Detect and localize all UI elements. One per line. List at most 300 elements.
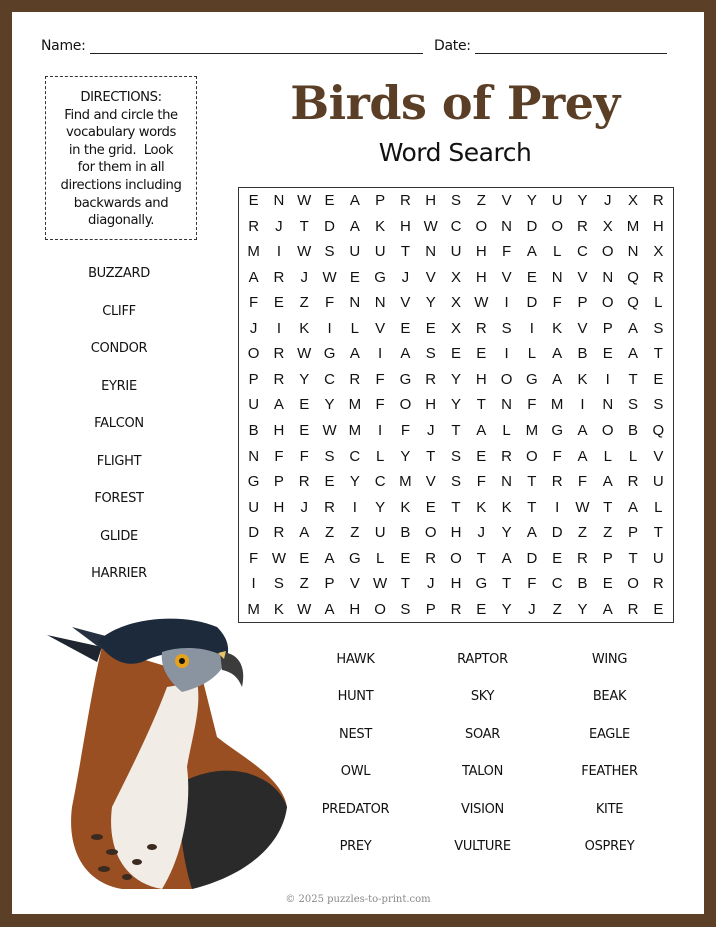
grid-cell[interactable]: W — [297, 192, 312, 210]
grid-cell[interactable]: F — [527, 575, 537, 593]
grid-cell[interactable]: I — [504, 294, 509, 312]
grid-cell[interactable]: S — [273, 575, 284, 593]
grid-cell[interactable]: Y — [526, 192, 537, 210]
grid-cell[interactable]: R — [248, 217, 260, 235]
grid-cell[interactable]: S — [450, 192, 461, 210]
grid-cell[interactable]: E — [299, 396, 310, 414]
grid-cell[interactable]: W — [297, 243, 312, 261]
grid-cell[interactable]: J — [300, 498, 308, 516]
grid-cell[interactable]: T — [628, 370, 638, 388]
grid-cell[interactable]: O — [551, 217, 563, 235]
grid-cell[interactable]: A — [248, 268, 259, 286]
date-line[interactable] — [475, 39, 667, 54]
grid-cell[interactable]: Y — [425, 294, 436, 312]
grid-cell[interactable]: X — [653, 243, 664, 261]
grid-cell[interactable]: Q — [627, 268, 639, 286]
grid-cell[interactable]: Z — [577, 524, 588, 542]
grid-cell[interactable]: P — [628, 524, 639, 542]
grid-cell[interactable]: Y — [450, 396, 461, 414]
grid-cell[interactable]: F — [375, 370, 385, 388]
grid-cell[interactable]: A — [552, 345, 563, 363]
grid-cell[interactable]: S — [501, 319, 512, 337]
grid-cell[interactable]: G — [526, 370, 538, 388]
grid-cell[interactable]: Y — [577, 192, 588, 210]
grid-cell[interactable]: H — [273, 498, 285, 516]
grid-cell[interactable]: T — [476, 549, 486, 567]
grid-cell[interactable]: H — [425, 396, 437, 414]
grid-cell[interactable]: P — [577, 294, 588, 312]
grid-cell[interactable]: M — [348, 422, 362, 440]
grid-cell[interactable]: U — [652, 473, 664, 491]
grid-cell[interactable]: E — [653, 370, 664, 388]
grid-cell[interactable]: O — [601, 422, 614, 440]
grid-cell[interactable]: X — [450, 268, 461, 286]
grid-cell[interactable]: J — [275, 217, 283, 235]
grid-cell[interactable]: A — [400, 345, 411, 363]
grid-cell[interactable]: F — [299, 447, 309, 465]
date-field[interactable] — [434, 38, 667, 54]
grid-cell[interactable]: W — [423, 217, 438, 235]
grid-cell[interactable]: X — [628, 192, 639, 210]
grid-cell[interactable]: Z — [350, 524, 360, 542]
grid-cell[interactable]: L — [375, 549, 385, 567]
grid-cell[interactable]: W — [322, 422, 337, 440]
grid-cell[interactable]: T — [527, 498, 537, 516]
grid-cell[interactable]: Y — [349, 473, 360, 491]
grid-cell[interactable]: F — [375, 396, 385, 414]
grid-cell[interactable]: E — [248, 192, 259, 210]
grid-cell[interactable]: J — [528, 600, 536, 618]
grid-cell[interactable]: U — [374, 524, 386, 542]
grid-cell[interactable]: F — [324, 294, 335, 312]
page-title: Birds of Prey — [290, 76, 620, 130]
grid-cell[interactable]: X — [450, 294, 461, 312]
grid-cell[interactable]: I — [327, 319, 332, 337]
grid-cell[interactable]: P — [375, 192, 386, 210]
grid-cell[interactable]: R — [652, 192, 664, 210]
grid-cell[interactable]: Z — [476, 192, 486, 210]
grid-cell[interactable]: S — [653, 319, 664, 337]
grid-cell[interactable]: T — [426, 447, 436, 465]
grid-cell[interactable]: K — [375, 217, 386, 235]
grid-cell[interactable]: R — [475, 319, 487, 337]
grid-cell[interactable]: A — [526, 243, 537, 261]
grid-cell[interactable]: W — [373, 575, 388, 593]
grid-cell[interactable]: I — [251, 575, 256, 593]
grid-cell[interactable]: G — [374, 268, 386, 286]
grid-cell[interactable]: H — [652, 217, 664, 235]
grid-cell[interactable]: F — [577, 473, 588, 491]
grid-cell[interactable]: D — [248, 524, 260, 542]
grid-cell[interactable]: N — [501, 217, 512, 235]
grid-cell[interactable]: H — [450, 575, 462, 593]
grid-cell[interactable]: N — [425, 243, 437, 261]
grid-cell[interactable]: H — [475, 370, 487, 388]
grid-cell[interactable]: K — [501, 498, 512, 516]
grid-cell[interactable]: Z — [299, 294, 309, 312]
grid-cell[interactable]: T — [653, 345, 663, 363]
grid-cell[interactable]: E — [324, 473, 335, 491]
grid-cell[interactable]: T — [527, 473, 537, 491]
hawk-icon — [42, 607, 292, 892]
grid-cell[interactable]: R — [551, 473, 563, 491]
grid-cell[interactable]: V — [653, 447, 664, 465]
grid-cell[interactable]: T — [603, 498, 613, 516]
grid-cell[interactable]: X — [450, 319, 461, 337]
grid-cell[interactable]: P — [324, 575, 335, 593]
word-search-grid[interactable] — [238, 187, 674, 623]
grid-cell[interactable]: J — [401, 268, 410, 286]
grid-cell[interactable]: H — [273, 422, 285, 440]
grid-cell[interactable]: D — [526, 294, 538, 312]
grid-cell[interactable]: V — [375, 319, 386, 337]
date-label: Date: — [434, 38, 471, 54]
directions-heading: DIRECTIONS: — [80, 90, 162, 105]
grid-cell[interactable]: K — [476, 498, 487, 516]
grid-cell[interactable]: Y — [501, 524, 512, 542]
grid-cell[interactable]: Y — [450, 370, 461, 388]
grid-cell[interactable]: A — [628, 498, 639, 516]
grid-cell[interactable]: Y — [299, 370, 310, 388]
grid-cell[interactable]: R — [273, 524, 285, 542]
grid-cell[interactable]: F — [552, 294, 562, 312]
grid-cell[interactable]: V — [577, 268, 588, 286]
grid-cell[interactable]: F — [502, 243, 512, 261]
grid-cell[interactable]: F — [400, 422, 410, 440]
grid-cell[interactable]: D — [551, 524, 563, 542]
grid-cell[interactable]: H — [399, 217, 411, 235]
grid-cell[interactable]: P — [273, 473, 284, 491]
grid-cell[interactable]: T — [451, 422, 461, 440]
grid-cell[interactable]: J — [249, 319, 258, 337]
grid-cell[interactable]: A — [526, 524, 537, 542]
grid-cell[interactable]: R — [577, 549, 588, 567]
grid-cell[interactable]: E — [299, 422, 310, 440]
grid-cell[interactable]: E — [400, 549, 411, 567]
grid-cell[interactable]: C — [374, 473, 386, 491]
grid-cell[interactable]: T — [502, 575, 512, 593]
grid-cell[interactable]: E — [324, 192, 335, 210]
grid-cell[interactable]: Z — [324, 524, 335, 542]
grid-cell[interactable]: Z — [552, 600, 562, 618]
grid-cell[interactable]: F — [476, 473, 486, 491]
grid-cell[interactable]: Y — [375, 498, 386, 516]
grid-cell[interactable]: I — [378, 422, 383, 440]
grid-cell[interactable]: R — [298, 473, 310, 491]
grid-cell[interactable]: A — [628, 345, 639, 363]
grid-cell[interactable]: A — [324, 549, 335, 567]
grid-cell[interactable]: I — [352, 498, 357, 516]
grid-cell[interactable]: J — [477, 524, 486, 542]
grid-cell[interactable]: N — [627, 243, 639, 261]
grid-cell[interactable]: S — [450, 447, 461, 465]
grid-cell[interactable]: E — [400, 319, 411, 337]
grid-cell[interactable]: U — [349, 243, 361, 261]
grid-cell[interactable]: E — [349, 268, 360, 286]
grid-cell[interactable]: B — [577, 345, 588, 363]
grid-cell[interactable]: W — [322, 268, 337, 286]
grid-cell[interactable]: V — [501, 268, 512, 286]
grid-cell[interactable]: J — [426, 575, 435, 593]
grid-cell[interactable]: A — [299, 524, 310, 542]
grid-cell[interactable]: H — [425, 192, 437, 210]
grid-cell[interactable]: M — [247, 243, 260, 261]
grid-cell[interactable]: V — [400, 294, 411, 312]
grid-cell[interactable]: U — [450, 243, 462, 261]
grid-cell[interactable]: N — [349, 294, 361, 312]
grid-cell[interactable]: Y — [577, 600, 588, 618]
grid-cell[interactable]: R — [273, 268, 285, 286]
grid-cell[interactable]: O — [601, 294, 614, 312]
grid-cell[interactable]: G — [475, 575, 488, 593]
grid-cell[interactable]: R — [577, 217, 588, 235]
grid-cell[interactable]: R — [501, 447, 512, 465]
grid-cell[interactable]: E — [526, 268, 537, 286]
grid-cell[interactable]: C — [577, 243, 588, 261]
grid-cell[interactable]: D — [526, 217, 538, 235]
grid-cell[interactable]: R — [273, 345, 285, 363]
grid-cell[interactable]: I — [276, 243, 282, 261]
grid-cell[interactable]: L — [654, 498, 663, 516]
grid-cell[interactable]: L — [375, 447, 385, 465]
grid-cell[interactable]: U — [248, 396, 260, 414]
grid-cell[interactable]: F — [249, 294, 259, 312]
grid-cell[interactable]: V — [425, 268, 436, 286]
grid-cell[interactable]: O — [399, 396, 412, 414]
grid-cell[interactable]: D — [324, 217, 335, 235]
grid-cell[interactable]: F — [249, 549, 259, 567]
grid-cell[interactable]: L — [654, 294, 663, 312]
grid-cell[interactable]: M — [348, 396, 362, 414]
grid-cell[interactable]: A — [501, 549, 512, 567]
grid-cell[interactable]: R — [273, 370, 285, 388]
grid-cell[interactable]: E — [450, 345, 461, 363]
grid-cell[interactable]: Q — [627, 294, 639, 312]
grid-cell[interactable]: T — [653, 524, 663, 542]
grid-cell[interactable]: U — [551, 192, 563, 210]
grid-cell[interactable]: K — [400, 498, 411, 516]
grid-cell[interactable]: G — [247, 473, 260, 491]
grid-cell[interactable]: F — [552, 447, 562, 465]
grid-cell[interactable]: E — [476, 600, 487, 618]
grid-cell[interactable]: I — [378, 345, 383, 363]
grid-cell[interactable]: E — [552, 549, 563, 567]
grid-cell[interactable]: T — [476, 396, 486, 414]
grid-cell[interactable]: K — [273, 600, 284, 618]
grid-cell[interactable]: O — [601, 243, 614, 261]
grid-cell[interactable]: W — [474, 294, 489, 312]
grid-cell[interactable]: B — [577, 575, 588, 593]
grid-cell[interactable]: E — [425, 498, 436, 516]
grid-cell[interactable]: N — [602, 396, 614, 414]
name-field[interactable] — [41, 38, 423, 54]
grid-cell[interactable]: I — [529, 319, 534, 337]
grid-cell[interactable]: A — [577, 447, 588, 465]
grid-cell[interactable]: O — [424, 524, 437, 542]
grid-cell[interactable]: S — [628, 396, 639, 414]
grid-cell[interactable]: A — [628, 319, 639, 337]
grid-cell[interactable]: E — [602, 575, 613, 593]
grid-cell[interactable]: P — [425, 600, 436, 618]
grid-cell[interactable]: L — [350, 319, 359, 337]
grid-cell[interactable]: Y — [324, 396, 335, 414]
grid-cell[interactable]: S — [425, 345, 436, 363]
grid-cell[interactable]: O — [627, 575, 639, 593]
grid-cell[interactable]: H — [349, 600, 361, 618]
grid-cell[interactable]: M — [247, 600, 260, 618]
grid-cell[interactable]: R — [450, 600, 462, 618]
grid-cell[interactable]: I — [504, 345, 509, 363]
grid-cell[interactable]: O — [526, 447, 538, 465]
grid-cell[interactable]: S — [450, 473, 461, 491]
grid-cell[interactable]: Z — [603, 524, 613, 542]
grid-cell[interactable]: V — [577, 319, 588, 337]
grid-cell[interactable]: A — [349, 192, 360, 210]
grid-cell[interactable]: A — [324, 600, 335, 618]
grid-cell[interactable]: W — [297, 600, 312, 618]
grid-cell[interactable]: B — [248, 422, 259, 440]
grid-cell[interactable]: R — [627, 473, 639, 491]
grid-cell[interactable]: E — [425, 319, 436, 337]
grid-cell[interactable]: A — [349, 217, 360, 235]
grid-cell[interactable]: U — [248, 498, 260, 516]
grid-cell[interactable]: G — [399, 370, 412, 388]
grid-cell[interactable]: R — [425, 370, 437, 388]
grid-cell[interactable]: F — [274, 447, 284, 465]
grid-cell[interactable]: E — [653, 600, 664, 618]
grid-cell[interactable]: U — [652, 549, 664, 567]
grid-cell[interactable]: L — [552, 243, 562, 261]
grid-cell[interactable]: I — [580, 396, 585, 414]
grid-cell[interactable]: E — [476, 447, 487, 465]
grid-cell[interactable]: W — [271, 549, 287, 567]
grid-cell[interactable]: G — [551, 422, 563, 440]
grid-cell[interactable]: W — [575, 498, 590, 516]
grid-cell[interactable]: Z — [299, 575, 309, 593]
grid-cell[interactable]: W — [297, 345, 312, 363]
grid-cell[interactable]: C — [450, 217, 462, 235]
grid-cell[interactable]: F — [527, 396, 537, 414]
grid-cell[interactable]: N — [248, 447, 260, 465]
grid-cell[interactable]: N — [374, 294, 386, 312]
grid-cell[interactable]: T — [400, 243, 410, 261]
grid-cell[interactable]: Y — [501, 600, 512, 618]
grid-cell[interactable]: E — [273, 294, 284, 312]
grid-cell[interactable]: A — [349, 345, 360, 363]
grid-cell[interactable]: R — [349, 370, 361, 388]
grid-cell[interactable]: L — [603, 447, 612, 465]
grid-cell[interactable]: I — [555, 498, 560, 516]
grid-cell[interactable]: P — [602, 549, 613, 567]
grid-cell[interactable]: Q — [652, 422, 665, 440]
grid-cell[interactable]: R — [627, 600, 639, 618]
grid-cell[interactable]: A — [552, 370, 563, 388]
grid-cell[interactable]: S — [324, 243, 335, 261]
grid-cell[interactable]: E — [299, 549, 310, 567]
grid-cell[interactable]: R — [652, 575, 664, 593]
grid-cell[interactable]: G — [348, 549, 361, 567]
grid-cell[interactable]: O — [500, 370, 513, 388]
grid-cell[interactable]: S — [400, 600, 411, 618]
name-line[interactable] — [90, 39, 423, 54]
grid-cell[interactable]: A — [602, 600, 613, 618]
grid-cell[interactable]: T — [299, 217, 309, 235]
grid-cell[interactable]: L — [502, 422, 511, 440]
grid-cell[interactable]: D — [526, 549, 538, 567]
grid-cell[interactable]: I — [276, 319, 282, 337]
grid-cell[interactable]: M — [550, 396, 564, 414]
grid-cell[interactable]: H — [475, 268, 487, 286]
grid-cell[interactable]: K — [299, 319, 310, 337]
grid-cell[interactable]: P — [602, 319, 613, 337]
grid-cell[interactable]: O — [450, 549, 462, 567]
grid-cell[interactable]: N — [501, 396, 512, 414]
grid-cell[interactable]: C — [324, 370, 335, 388]
grid-cell[interactable]: L — [527, 345, 537, 363]
grid-cell[interactable]: O — [374, 600, 386, 618]
grid-cell[interactable]: A — [577, 422, 588, 440]
grid-cell[interactable]: K — [577, 370, 588, 388]
grid-cell[interactable]: E — [602, 345, 613, 363]
grid-cell[interactable]: J — [604, 192, 612, 210]
grid-cell[interactable]: I — [605, 370, 610, 388]
grid-cell[interactable]: O — [475, 217, 488, 235]
grid-cell[interactable]: C — [551, 575, 563, 593]
grid-cell[interactable]: T — [451, 498, 461, 516]
grid-cell[interactable]: N — [551, 268, 563, 286]
grid-cell[interactable]: R — [425, 549, 437, 567]
grid-cell[interactable]: N — [501, 473, 512, 491]
grid-cell[interactable]: A — [476, 422, 487, 440]
grid-cell[interactable]: H — [475, 243, 487, 261]
grid-cell[interactable]: M — [626, 217, 640, 235]
grid-cell[interactable]: E — [476, 345, 487, 363]
grid-cell[interactable]: V — [425, 473, 436, 491]
page-subtitle: Word Search — [378, 138, 532, 167]
grid-cell[interactable]: L — [628, 447, 638, 465]
grid-cell[interactable]: C — [349, 447, 361, 465]
grid-cell[interactable]: K — [552, 319, 563, 337]
grid-cell[interactable]: S — [653, 396, 664, 414]
grid-cell[interactable]: B — [628, 422, 639, 440]
grid-cell[interactable]: R — [652, 268, 664, 286]
grid-cell[interactable]: U — [374, 243, 386, 261]
grid-cell[interactable]: N — [602, 268, 614, 286]
grid-cell[interactable]: R — [399, 192, 411, 210]
grid-cell[interactable]: A — [273, 396, 284, 414]
word-list-item: SKY — [470, 689, 495, 705]
grid-cell[interactable]: J — [426, 422, 435, 440]
grid-cell[interactable]: V — [501, 192, 512, 210]
grid-cell[interactable]: V — [349, 575, 360, 593]
grid-cell[interactable]: J — [300, 268, 308, 286]
grid-cell[interactable]: M — [399, 473, 412, 491]
grid-cell[interactable]: A — [602, 473, 613, 491]
grid-cell[interactable]: R — [324, 498, 335, 516]
grid-cell[interactable]: S — [324, 447, 335, 465]
grid-cell[interactable]: B — [400, 524, 411, 542]
grid-cell[interactable]: N — [273, 192, 285, 210]
grid-cell[interactable]: T — [400, 575, 410, 593]
grid-cell[interactable]: O — [247, 345, 260, 363]
grid-cell[interactable]: G — [323, 345, 336, 363]
grid-cell[interactable]: M — [525, 422, 539, 440]
grid-cell[interactable]: H — [450, 524, 462, 542]
grid-cell[interactable]: Y — [400, 447, 411, 465]
grid-cell[interactable]: T — [628, 549, 638, 567]
grid-cell[interactable]: X — [602, 217, 613, 235]
grid-cell[interactable]: P — [248, 370, 259, 388]
